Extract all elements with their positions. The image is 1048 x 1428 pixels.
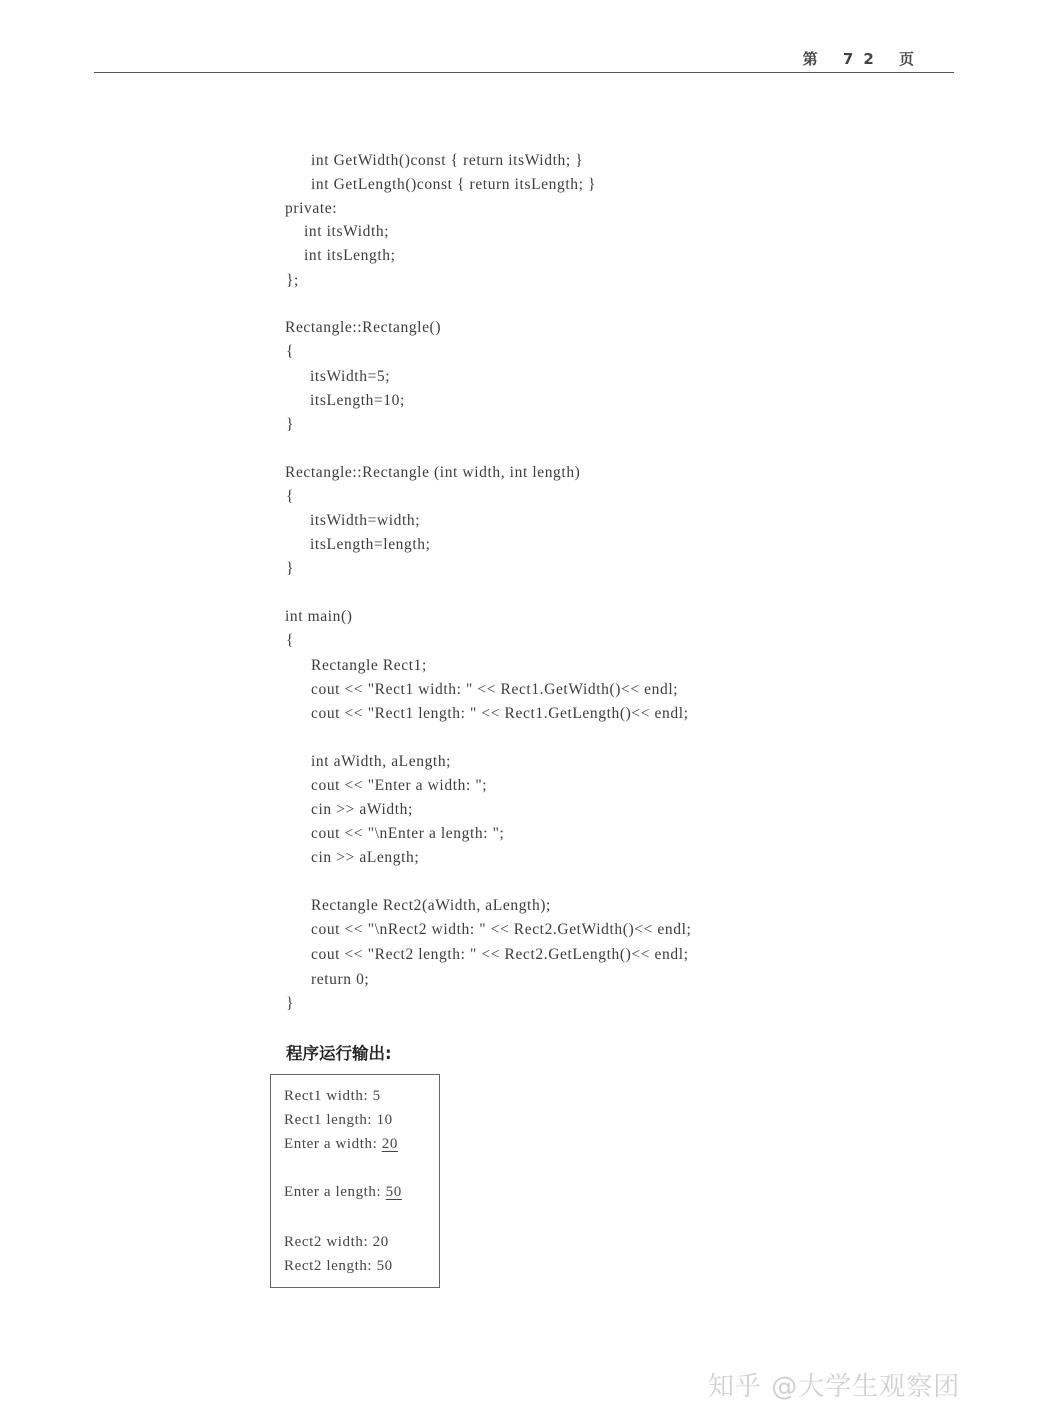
code-line: }	[286, 560, 295, 577]
code-line: Rectangle Rect1;	[311, 657, 427, 674]
page-header	[94, 44, 954, 73]
output-line	[284, 1134, 398, 1154]
code-line: {	[286, 632, 295, 649]
output-line	[284, 1232, 389, 1252]
code-line: Rectangle Rect2(aWidth, aLength);	[311, 897, 551, 914]
output-label: Rect1 width:	[284, 1088, 373, 1104]
code-line: };	[286, 272, 299, 289]
output-line	[284, 1086, 381, 1106]
code-line: cout << "Rect2 length: " << Rect2.GetLength()<< endl;	[311, 946, 689, 963]
code-line: int aWidth, aLength;	[311, 753, 452, 770]
user-input-value: 50	[385, 1184, 402, 1200]
code-line: int itsWidth;	[304, 223, 390, 240]
code-line: cin >> aWidth;	[311, 801, 413, 818]
output-label: Enter a width:	[284, 1136, 382, 1152]
code-line: }	[286, 995, 295, 1012]
code-line: cout << "Enter a width: ";	[311, 777, 488, 794]
watermark: 知乎 @大学生观察团	[708, 1372, 961, 1402]
output-label: Rect2 length:	[284, 1258, 377, 1274]
output-label: Enter a length:	[284, 1184, 386, 1200]
output-line	[284, 1110, 393, 1130]
user-input-value: 20	[381, 1136, 398, 1152]
code-line: cout << "\nEnter a length: ";	[311, 825, 505, 842]
code-line: int GetWidth()const { return itsWidth; }	[311, 152, 584, 169]
output-value: 50	[376, 1258, 393, 1274]
code-line: itsLength=length;	[310, 536, 431, 553]
code-line: private:	[285, 200, 338, 217]
code-line: int main()	[285, 608, 353, 625]
output-value: 5	[372, 1088, 381, 1104]
output-line	[284, 1256, 393, 1276]
code-line: cout << "\nRect2 width: " << Rect2.GetWidth()<< endl;	[311, 921, 692, 938]
output-label: Rect1 length:	[284, 1112, 377, 1128]
page-number: 第 72 页	[802, 50, 924, 68]
code-line: {	[286, 343, 295, 360]
code-line: Rectangle::Rectangle()	[285, 319, 442, 336]
output-label: Rect2 width:	[284, 1234, 373, 1250]
code-line: cout << "Rect1 width: " << Rect1.GetWidth()<< endl;	[311, 681, 679, 698]
code-line: }	[286, 416, 295, 433]
output-section-heading: 程序运行输出:	[286, 1044, 392, 1063]
code-line: return 0;	[311, 971, 370, 988]
code-line: int GetLength()const { return itsLength; }	[311, 176, 597, 193]
code-line: itsWidth=width;	[310, 512, 421, 529]
output-value: 10	[376, 1112, 393, 1128]
code-line: Rectangle::Rectangle (int width, int length)	[285, 464, 581, 481]
code-line: {	[286, 488, 295, 505]
code-line: cin >> aLength;	[311, 849, 420, 866]
code-line: itsLength=10;	[310, 392, 405, 409]
code-line: int itsLength;	[304, 247, 396, 264]
output-value: 20	[372, 1234, 389, 1250]
code-line: itsWidth=5;	[310, 368, 391, 385]
output-line	[284, 1182, 402, 1202]
code-line: cout << "Rect1 length: " << Rect1.GetLength()<< endl;	[311, 705, 689, 722]
